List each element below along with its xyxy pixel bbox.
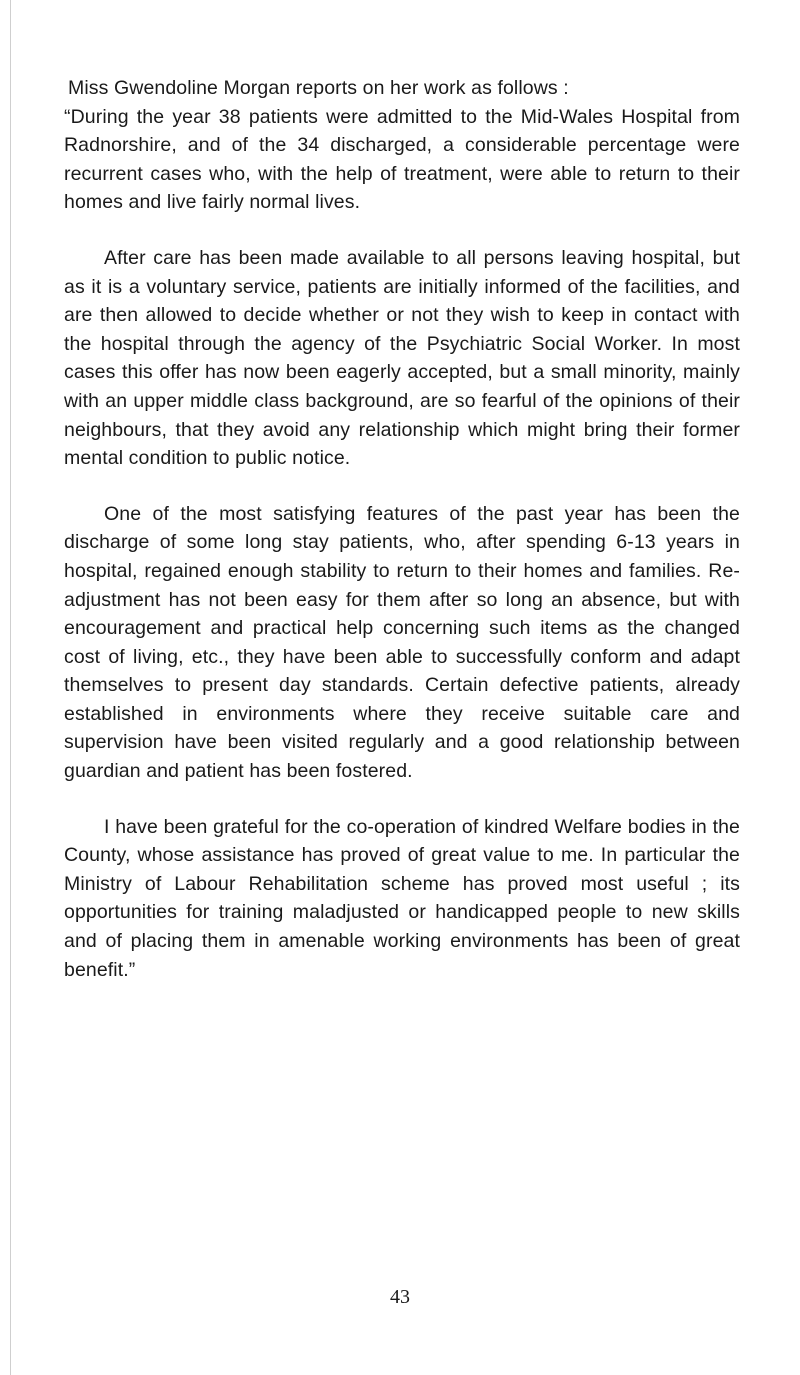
paragraph-2: After care has been made available to all persons leaving hospital, but as it is a voluntary service, patients are initially informed of the facilities, and are then allowed to decide whether or not they wish to keep in contact with the hospital through the agency of the Psychiatric Social Worker. In most cases this offer has now been eagerly accepted, but a small minority, mainly with an upper middle class background, are so fearful of the opinions of their neighbours, that they avoid any relationship which might bring their former mental condition to public notice.: [64, 246, 740, 470]
intro-line: Miss Gwendoline Morgan reports on her work as follows :: [68, 77, 569, 99]
paragraph-1: [64, 74, 740, 217]
page-edge-line: [10, 0, 11, 1375]
page-number: 43: [390, 1286, 410, 1308]
paragraph-4: I have been grateful for the co-operation of kindred Welfare bodies in the County, whose assistance has proved of great value to me. In particular the Ministry of Labour Rehabilitation scheme has proved most useful ; its opportunities for training maladjusted or handicapped people to new skills and of placing them in amenable working environments has been of great benefit.”: [64, 815, 740, 981]
paragraph-1-text: “During the year 38 patients were admitted to the Mid-Wales Hospital from Radnorshire, and of the 34 discharged, a considerable percentage were recurrent cases who, with the help of treatment, were able to return to their homes and live fairly normal lives.: [64, 105, 740, 214]
paragraph-3: One of the most satisfying features of the past year has been the discharge of some long stay patients, who, after spending 6-13 years in hospital, regained enough stability to return to their homes and families. Re-adjustment has not been easy for them after so long an absence, but with encouragement and practical help concerning such items as the changed cost of living, etc., they have been able to successfully conform and adapt themselves to present day standards. Certain defective patients, already established in environments where they receive suitable care and supervision have been visited regularly and a good relationship between guardian and patient has been fostered.: [64, 502, 740, 783]
report-page: [64, 74, 740, 984]
